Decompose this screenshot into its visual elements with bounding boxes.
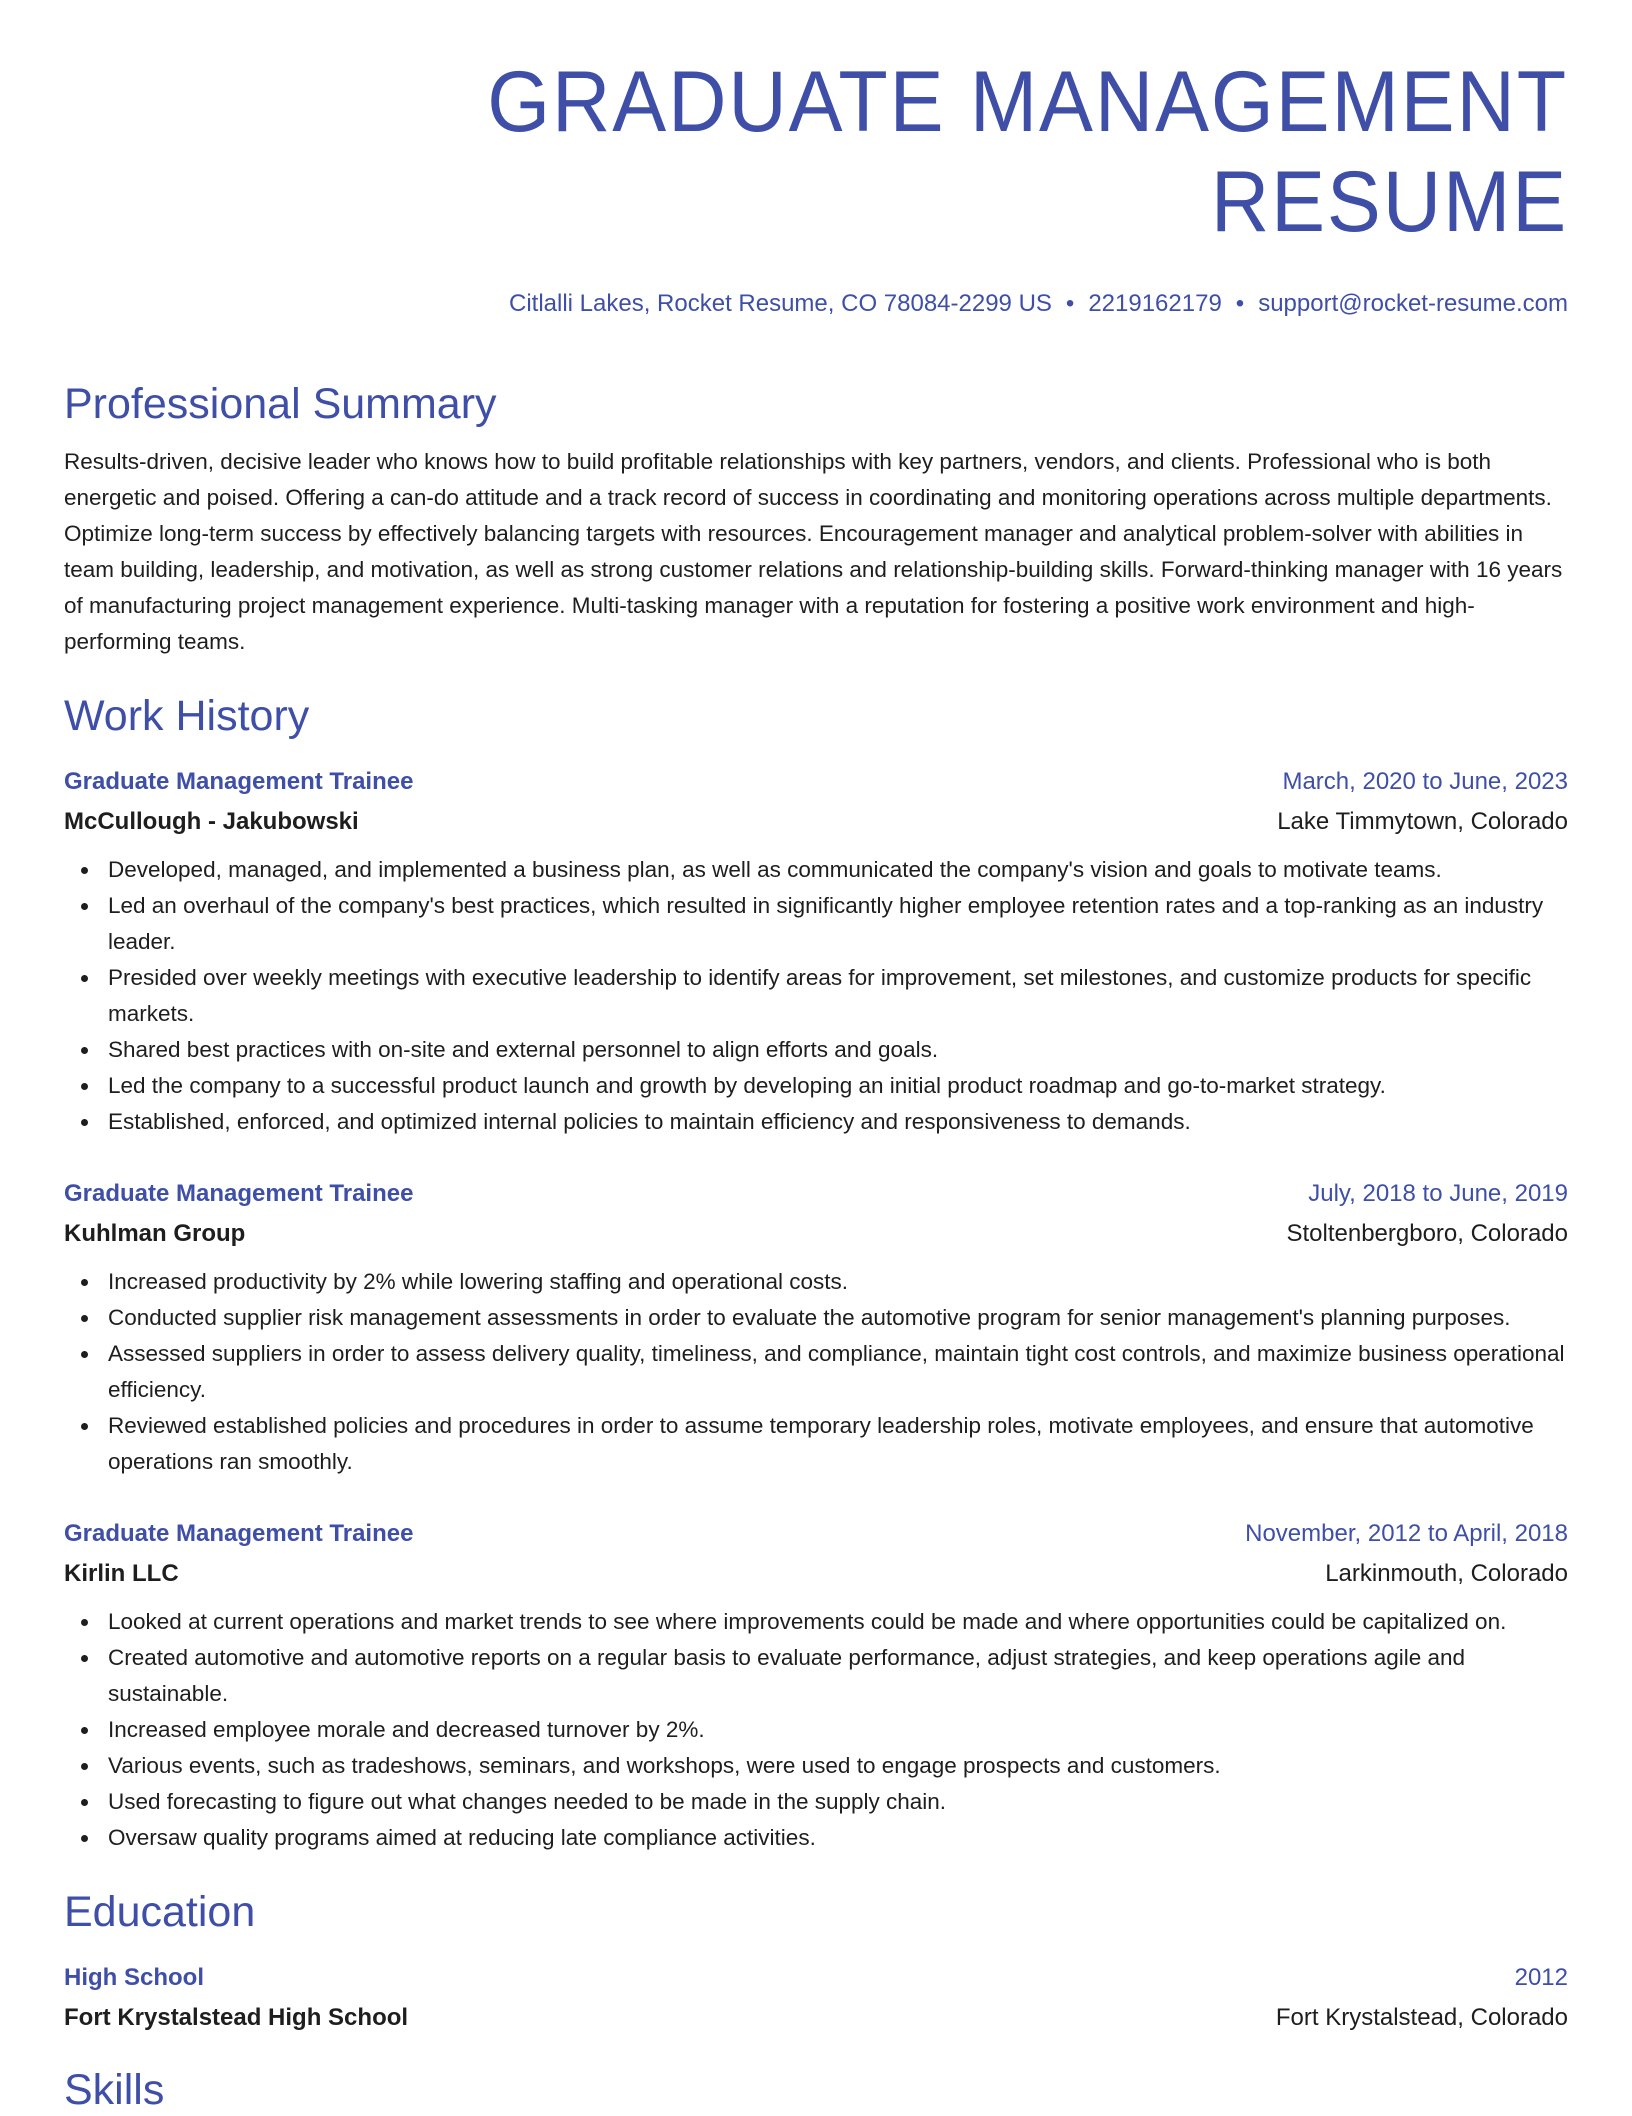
job-bullet: Increased employee morale and decreased turnover by 2%. — [64, 1712, 1568, 1748]
summary-text: Results-driven, decisive leader who knows how to build profitable relationships with key partners, vendors, and clients. Professional who is both energetic and poised. Offering a can-do attitude and a track record of success in coordinating and monitoring operations across multiple departments. Optimize long-term success by effectively balancing targets with resources. Encouragement manager and analytical problem-solver with abilities in team building, leadership, and motivation, as well as strong customer relations and relationship-building skills. Forward-thinking manager with 16 years of manufacturing project management experience. Multi-tasking manager with a reputation for fostering a positive work environment and high-performing teams. — [64, 449, 1563, 654]
job-bullet: Various events, such as tradeshows, seminars, and workshops, were used to engage prospects and customers. — [64, 1748, 1568, 1784]
job-bullet: Reviewed established policies and procedures in order to assume temporary leadership roles, motivate employees, and ensure that automotive operations ran smoothly. — [64, 1408, 1568, 1480]
education-school: Fort Krystalstead High School — [64, 2004, 409, 2031]
education-entry — [64, 1958, 1568, 2038]
job-bullet: Increased productivity by 2% while lowering staffing and operational costs. — [64, 1264, 1568, 1300]
job-bullet-list — [64, 1604, 1568, 1856]
job-bullet: Led an overhaul of the company's best practices, which resulted in significantly higher employee retention rates and a top-ranking as an industry leader. — [64, 888, 1568, 960]
education-header-row — [64, 1958, 1568, 1998]
skills-heading: Skills — [64, 2066, 165, 2114]
job-bullet-list — [64, 852, 1568, 1140]
job-role: Graduate Management Trainee — [64, 1180, 414, 1207]
education-year: 2012 — [1514, 1964, 1568, 1991]
job-bullet: Assessed suppliers in order to assess delivery quality, timeliness, and compliance, maintain tight cost controls, and maximize business operational efficiency. — [64, 1336, 1568, 1408]
job-entry — [64, 1514, 1568, 1856]
job-bullet-list — [64, 1264, 1568, 1480]
job-bullet: Oversaw quality programs aimed at reducing late compliance activities. — [64, 1820, 1568, 1856]
page-title: GRADUATE MANAGEMENT RESUME — [487, 54, 1568, 250]
job-entry — [64, 1174, 1568, 1480]
job-dates: July, 2018 to June, 2019 — [1308, 1180, 1568, 1207]
job-entry — [64, 762, 1568, 1140]
job-bullet: Created automotive and automotive reports on a regular basis to evaluate performance, adjust strategies, and keep operations agile and sustainable. — [64, 1640, 1568, 1712]
job-bullet: Developed, managed, and implemented a business plan, as well as communicated the company's vision and goals to motivate teams. — [64, 852, 1568, 888]
work-history-heading: Work History — [64, 692, 310, 740]
job-bullet: Shared best practices with on-site and external personnel to align efforts and goals. — [64, 1032, 1568, 1068]
job-bullet: Used forecasting to figure out what changes needed to be made in the supply chain. — [64, 1784, 1568, 1820]
job-dates: November, 2012 to April, 2018 — [1245, 1520, 1568, 1547]
job-company-row — [64, 1214, 1568, 1254]
job-header-row — [64, 1514, 1568, 1554]
job-company-row — [64, 802, 1568, 842]
contact-email: support@rocket-resume.com — [1258, 290, 1568, 317]
education-heading: Education — [64, 1888, 256, 1936]
education-location: Fort Krystalstead, Colorado — [1275, 2004, 1568, 2031]
job-role: Graduate Management Trainee — [64, 1520, 414, 1547]
job-bullet: Led the company to a successful product launch and growth by developing an initial product roadmap and go-to-market strategy. — [64, 1068, 1568, 1104]
job-bullet: Looked at current operations and market trends to see where improvements could be made and where opportunities could be capitalized on. — [64, 1604, 1568, 1640]
job-bullet: Conducted supplier risk management assessments in order to evaluate the automotive program for senior management's planning purposes. — [64, 1300, 1568, 1336]
contact-separator: • — [1235, 290, 1245, 317]
education-school-row — [64, 1998, 1568, 2038]
job-location: Lake Timmytown, Colorado — [1277, 808, 1568, 835]
job-company: McCullough - Jakubowski — [64, 808, 359, 835]
job-role: Graduate Management Trainee — [64, 768, 414, 795]
summary-heading: Professional Summary — [64, 380, 497, 428]
contact-separator: • — [1065, 290, 1075, 317]
job-company: Kirlin LLC — [64, 1560, 179, 1587]
job-header-row — [64, 762, 1568, 802]
contact-line — [64, 288, 1568, 320]
job-location: Larkinmouth, Colorado — [1325, 1560, 1568, 1587]
contact-phone: 2219162179 — [1088, 290, 1222, 317]
job-bullet: Established, enforced, and optimized internal policies to maintain efficiency and responsiveness to demands. — [64, 1104, 1568, 1140]
job-header-row — [64, 1174, 1568, 1214]
job-bullet: Presided over weekly meetings with executive leadership to identify areas for improvement, set milestones, and customize products for specific markets. — [64, 960, 1568, 1032]
contact-address: Citlalli Lakes, Rocket Resume, CO 78084-2299 US — [508, 290, 1052, 317]
job-dates: March, 2020 to June, 2023 — [1282, 768, 1568, 795]
education-degree: High School — [64, 1964, 204, 1991]
job-location: Stoltenbergboro, Colorado — [1286, 1220, 1568, 1247]
job-company: Kuhlman Group — [64, 1220, 246, 1247]
job-company-row — [64, 1554, 1568, 1594]
